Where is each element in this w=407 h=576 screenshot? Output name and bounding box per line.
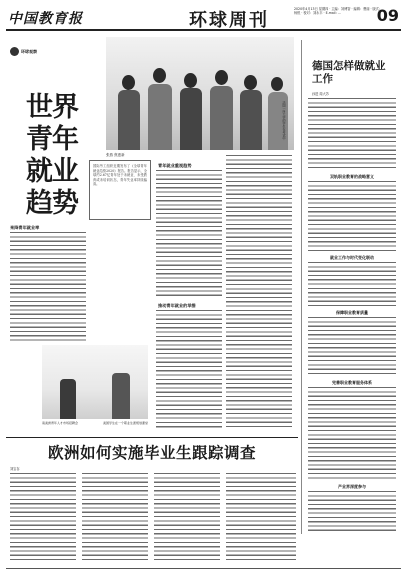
footer-rule [6, 568, 401, 569]
newspaper-logo: 中国教育报 [8, 11, 83, 27]
sidebar-byline: 孙进 周大苏 [312, 92, 329, 96]
column-kicker [10, 47, 37, 56]
kicker-label: 环球观察 [21, 48, 37, 54]
bottom-byline: 刘宝存 [10, 467, 20, 471]
bottom-body-2 [82, 473, 148, 563]
bottom-body-3 [154, 473, 220, 563]
inline-photo [42, 345, 148, 419]
subhead-decline: 来降青年就业率 [10, 225, 40, 230]
bottom-headline: 欧洲如何实施毕业生跟踪调查 [48, 444, 257, 462]
bottom-body-1 [10, 473, 76, 563]
subhead-measures: 推动青年就业的举措 [158, 303, 196, 308]
lede-box [89, 160, 151, 220]
sidebar-headline: 德国怎样做就业工作 [312, 60, 386, 85]
sidebar-body-2 [308, 181, 396, 251]
sidebar-subhead-1: 双轨职业教育的战略意义 [330, 174, 374, 179]
inline-caption-left: 南美洲青年人才市场招聘会 [42, 421, 79, 425]
issue-info: 2020年4月13日 星期四 · 主编：刘博智 · 编辑：曹丽 · 版式：杨悦 · 校对：刘永丰 · E-mail: ... [294, 7, 383, 16]
subhead-trend: 青年就业重视趋势 [158, 163, 192, 168]
feature-photo [106, 37, 294, 150]
kicker-globe-icon [10, 47, 19, 56]
inline-caption-right: 美国学生在一个职业生涯规划课堂 [102, 421, 148, 425]
feature-article [6, 37, 296, 435]
sidebar-article [301, 40, 401, 534]
bottom-body-4 [226, 473, 296, 563]
sidebar-body-4 [308, 317, 396, 375]
body-column-3 [156, 310, 222, 430]
section-title: 环球周刊 [189, 10, 269, 31]
sidebar-body-3 [308, 262, 396, 306]
page-number: 09 [376, 6, 399, 25]
feature-photo-caption: 法国一所大学的学生在考试中 [282, 101, 286, 140]
sidebar-body-6 [308, 491, 396, 531]
body-column-1 [10, 232, 86, 342]
feature-headline: 世界青年就业趋势 [26, 92, 78, 219]
sidebar-subhead-4: 完善职业教育服务体系 [332, 380, 372, 385]
sidebar-subhead-5: 产业界深度参与 [338, 484, 366, 489]
sidebar-body-1 [308, 98, 396, 170]
sidebar-subhead-3: 保障职业教育质量 [336, 310, 368, 315]
inline-photo-caption [42, 421, 148, 425]
body-column-4 [226, 155, 292, 430]
section-divider [6, 437, 298, 438]
sidebar-body-5 [308, 387, 396, 479]
sidebar-subhead-2: 就业工作与时代变化联动 [330, 255, 374, 260]
feature-byline: 张燕 焦惠新 [106, 153, 125, 157]
body-column-2 [156, 170, 222, 298]
lede-text: 国际劳工组织近期发布了《全球青年就业趋势2020》报告。报告显示，全球约2.67亿青年处于未就业、未受教育或未培训状态，青年失业率持续偏高。 [93, 164, 147, 187]
masthead [6, 3, 401, 31]
